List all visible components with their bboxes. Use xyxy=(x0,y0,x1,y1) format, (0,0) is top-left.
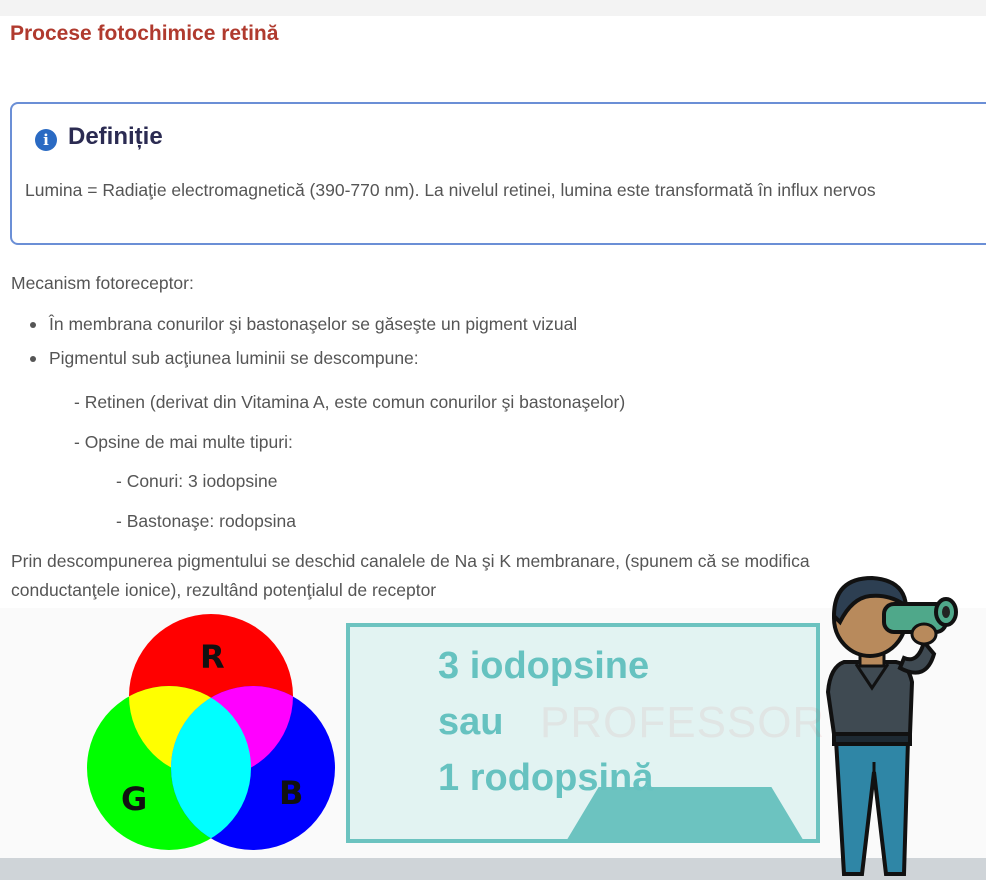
page-title: Procese fotochimice retină xyxy=(10,22,279,45)
answer-line: 3 iodopsine xyxy=(438,645,650,687)
answer-line: 1 rodopsină xyxy=(438,757,654,799)
bullet-dot-icon xyxy=(30,322,36,328)
bullet-item: Pigmentul sub acţiunea luminii se descompune: xyxy=(49,348,419,368)
sub-item: - Retinen (derivat din Vitamina A, este comun conurilor şi bastonaşelor) xyxy=(74,392,626,412)
answer-line: sau xyxy=(438,701,504,743)
mechanism-label: Mecanism fotoreceptor: xyxy=(11,273,194,293)
sub-sub-item: - Conuri: 3 iodopsine xyxy=(116,471,278,491)
bullet-item: În membrana conurilor şi bastonaşelor se găseşte un pigment vizual xyxy=(49,314,578,334)
watermark-text: PROFESSOR xyxy=(540,698,826,747)
sub-sub-item: - Bastonaşe: rodopsina xyxy=(116,511,296,531)
conclusion-line: Prin descompunerea pigmentului se deschid canalele de Na şi K membranare, (spunem că se modifica xyxy=(11,551,810,571)
bullet-dot-icon xyxy=(30,356,36,362)
definition-body: Lumina = Radiaţie electromagnetică (390-770 nm). La nivelul retinei, lumina este transformată în influx nervos xyxy=(25,180,876,200)
definition-title: Definiție xyxy=(68,123,163,150)
binoculars-professor-icon xyxy=(800,572,986,878)
rgb-label-g: G xyxy=(121,780,148,818)
rgb-label-b: B xyxy=(279,774,304,812)
rgb-label-r: R xyxy=(200,638,225,676)
conclusion-line: conductanţele ionice), rezultând potenţialul de receptor xyxy=(11,580,437,600)
top-strip xyxy=(0,0,986,16)
sub-item: - Opsine de mai multe tipuri: xyxy=(74,432,293,452)
info-icon: i xyxy=(35,129,57,151)
